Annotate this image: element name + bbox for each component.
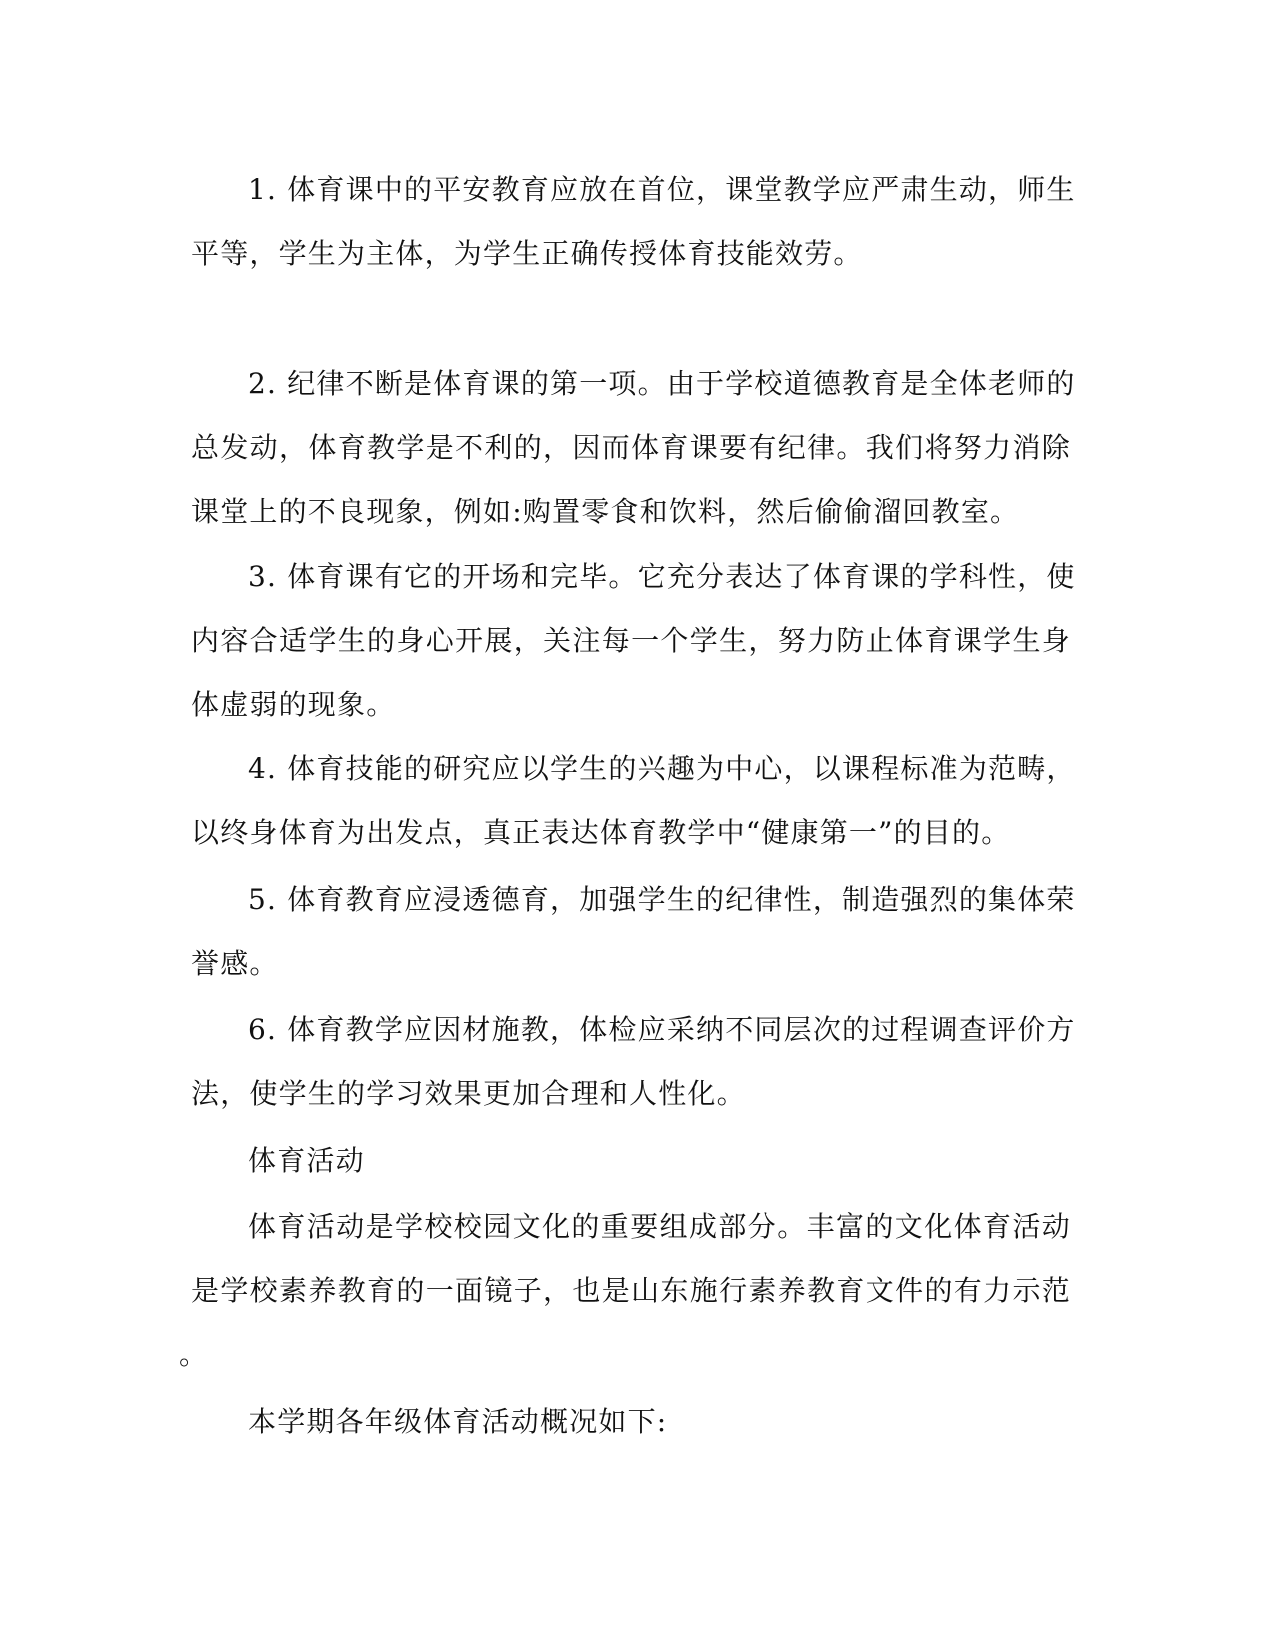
paragraph-line: 誉感。	[191, 947, 279, 980]
paragraph-line: 。	[179, 1338, 209, 1371]
paragraph-line: 5. 体育教育应浸透德育，加强学生的纪律性，制造强烈的集体荣	[248, 883, 1076, 916]
paragraph-individualized-teaching	[191, 998, 1076, 1126]
paragraph-class-structure	[191, 545, 1076, 737]
paragraph-line: 6. 体育教学应因材施教，体检应采纳不同层次的过程调查评价方	[248, 1013, 1076, 1046]
section-heading	[191, 1129, 1071, 1193]
paragraph-line: 体育活动是学校校园文化的重要组成部分。丰富的文化体育活动	[248, 1210, 1071, 1243]
paragraph-line: 以终身体育为出发点，真正表达体育教学中“健康第一”的目的。	[191, 816, 1011, 849]
paragraph-line: 4. 体育技能的研究应以学生的兴趣为中心，以课程标准为范畴，	[248, 752, 1076, 785]
paragraph-line: 课堂上的不良现象，例如:购置零食和饮料，然后偷偷溜回教室。	[191, 495, 1020, 528]
paragraph-line: 是学校素养教育的一面镜子，也是山东施行素养教育文件的有力示范	[191, 1274, 1071, 1307]
paragraph-line: 平等，学生为主体，为学生正确传授体育技能效劳。	[191, 237, 863, 270]
paragraph-skills-interest	[191, 737, 1076, 865]
paragraph-line: 法，使学生的学习效果更加合理和人性化。	[191, 1077, 746, 1110]
paragraph-line: 体虚弱的现象。	[191, 688, 396, 721]
paragraph-moral-education	[191, 868, 1076, 996]
paragraph-discipline	[191, 352, 1076, 544]
paragraph-line: 2. 纪律不断是体育课的第一项。由于学校道德教育是全体老师的	[248, 367, 1076, 400]
paragraph-line: 内容合适学生的身心开展，关注每一个学生，努力防止体育课学生身	[191, 624, 1071, 657]
paragraph-line: 总发动，体育教学是不利的，因而体育课要有纪律。我们将努力消除	[191, 431, 1071, 464]
paragraph-safety-education	[191, 158, 1076, 286]
paragraph-line: 3. 体育课有它的开场和完毕。它充分表达了体育课的学科性，使	[248, 560, 1076, 593]
paragraph-semester-overview	[191, 1390, 1071, 1454]
paragraph-line: 本学期各年级体育活动概况如下:	[248, 1405, 668, 1438]
paragraph-sports-activities	[179, 1195, 1071, 1387]
section-heading-text: 体育活动	[248, 1144, 365, 1177]
paragraph-line: 1. 体育课中的平安教育应放在首位，课堂教学应严肃生动，师生	[248, 173, 1076, 206]
